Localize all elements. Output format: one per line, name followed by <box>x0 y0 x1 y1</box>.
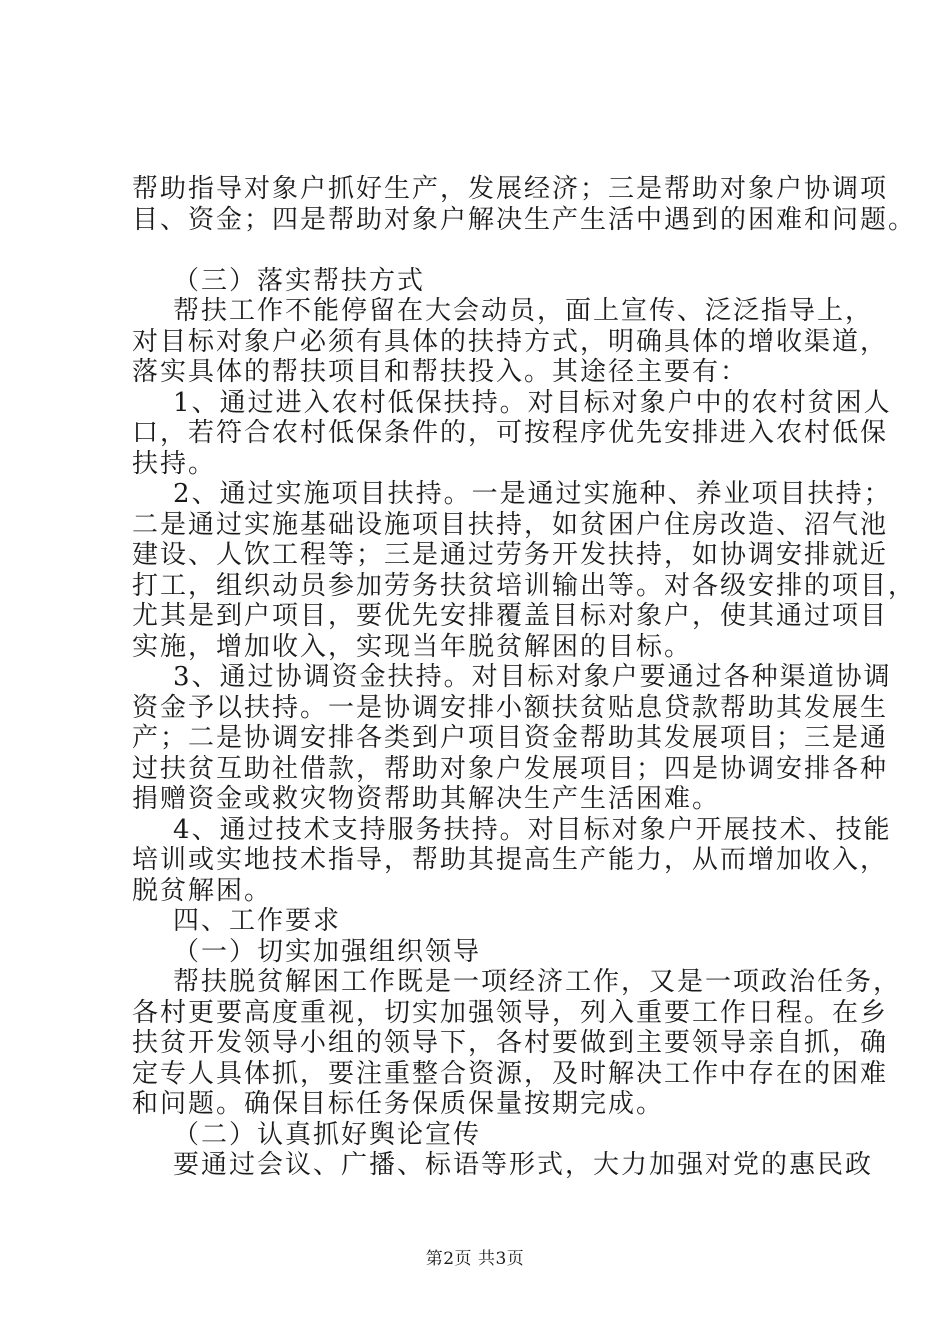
page-footer: 第2页 共3页 <box>425 1249 525 1269</box>
text-line: 过扶贫互助社借款，帮助对象户发展项目；四是协调安排各种 <box>132 753 889 784</box>
section-heading: （三）落实帮扶方式 <box>132 265 426 296</box>
text-line: 扶持。 <box>132 448 217 479</box>
text-line: 目、资金；四是帮助对象户解决生产生活中遇到的困难和问题。 <box>132 204 917 235</box>
text-line: 二是通过实施基础设施项目扶持，如贫困户住房改造、沼气池 <box>132 509 889 540</box>
section-heading: （二）认真抓好舆论宣传 <box>132 1119 482 1150</box>
text-line: 建设、人饮工程等；三是通过劳务开发扶持，如协调安排就近 <box>132 540 889 570</box>
text-line: 打工，组织动员参加劳务扶贫培训输出等。对各级安排的项目， <box>132 570 917 601</box>
text-line: 对目标对象户必须有具体的扶持方式，明确具体的增收渠道， <box>132 326 889 357</box>
text-line: 4、通过技术支持服务扶持。对目标对象户开展技术、技能 <box>132 814 892 845</box>
text-line: 定专人具体抓，要注重整合资源，及时解决工作中存在的困难 <box>132 1058 889 1089</box>
text-line: 实施，增加收入，实现当年脱贫解困的目标。 <box>132 631 693 662</box>
text-line: 1、通过进入农村低保扶持。对目标对象户中的农村贫困人 <box>132 387 892 418</box>
text-line: 口，若符合农村低保条件的，可按程序优先安排进入农村低保 <box>132 418 889 448</box>
document-body <box>132 174 917 1181</box>
text-line: 捐赠资金或救灾物资帮助其解决生产生活困难。 <box>132 784 721 814</box>
text-line: 帮扶工作不能停留在大会动员，面上宣传、泛泛指导上， <box>132 296 874 326</box>
text-line: 2、通过实施项目扶持。一是通过实施种、养业项目扶持； <box>132 479 892 509</box>
text-line: 扶贫开发领导小组的领导下，各村要做到主要领导亲自抓，确 <box>132 1028 889 1058</box>
text-line: 各村更要高度重视，切实加强领导，列入重要工作日程。在乡 <box>132 997 889 1028</box>
text-line: 培训或实地技术指导，帮助其提高生产能力，从而增加收入， <box>132 845 889 875</box>
text-line: 和问题。确保目标任务保质保量按期完成。 <box>132 1089 665 1119</box>
text-line: 帮扶脱贫解困工作既是一项经济工作，又是一项政治任务， <box>132 967 902 997</box>
text-line: 落实具体的帮扶项目和帮扶投入。其途径主要有： <box>132 357 749 387</box>
text-line: 资金予以扶持。一是协调安排小额扶贫贴息贷款帮助其发展生 <box>132 692 889 723</box>
text-line: 3、通过协调资金扶持。对目标对象户要通过各种渠道协调 <box>132 662 892 692</box>
section-heading: （一）切实加强组织领导 <box>132 936 482 967</box>
text-line: 尤其是到户项目，要优先安排覆盖目标对象户，使其通过项目 <box>132 601 889 631</box>
text-line: 脱贫解困。 <box>132 875 273 906</box>
text-line: 产；二是协调安排各类到户项目资金帮助其发展项目；三是通 <box>132 723 889 753</box>
text-line: 要通过会议、广播、标语等形式，大力加强对党的惠民政 <box>132 1150 874 1180</box>
section-heading: 四、工作要求 <box>132 906 342 936</box>
paragraph-gap <box>132 235 832 266</box>
text-line: 帮助指导对象户抓好生产，发展经济；三是帮助对象户协调项 <box>132 174 889 204</box>
